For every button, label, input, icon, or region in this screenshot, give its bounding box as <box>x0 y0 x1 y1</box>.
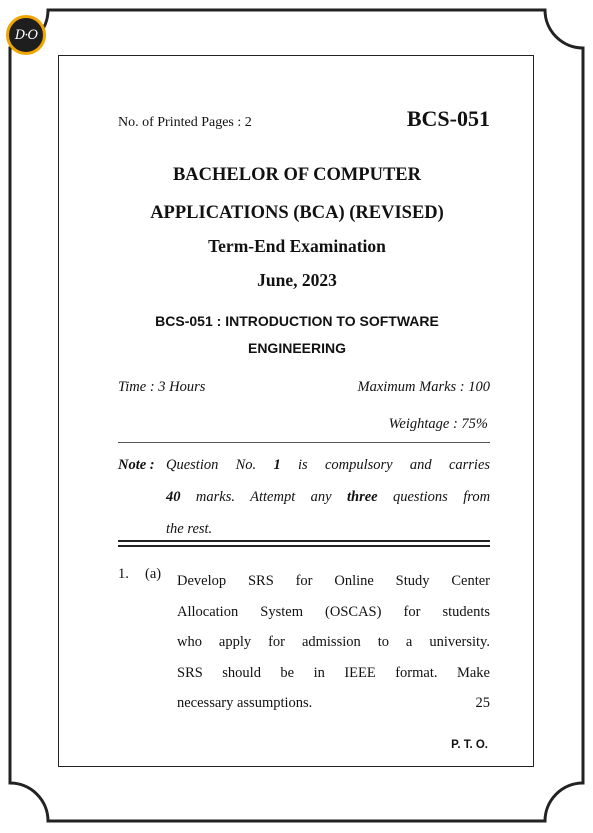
course-title <box>79 308 515 362</box>
question-line: Allocation System (OSCAS) for students <box>177 603 490 620</box>
header-row <box>118 106 490 132</box>
question-part: (a) <box>145 566 162 582</box>
divider-thin <box>118 442 490 443</box>
question-text <box>177 566 490 719</box>
maximum-marks: Maximum Marks : 100 <box>357 379 490 395</box>
question-line: necessary assumptions. <box>177 695 313 711</box>
divider-double <box>118 540 490 547</box>
question-line: who apply for admission to a university. <box>177 634 490 650</box>
logo-badge: D·O <box>6 15 46 55</box>
paper-code: BCS-051 <box>406 106 490 131</box>
course-title-line2: ENGINEERING <box>247 340 346 356</box>
programme-title-line2: APPLICATIONS (BCA) (REVISED) <box>150 203 444 223</box>
course-title-line1: BCS-051 : INTRODUCTION TO SOFTWARE <box>155 313 439 329</box>
note-line: 40 marks. Attempt any three questions from <box>166 489 491 505</box>
note-line: Question No. 1 is compulsory and carries <box>166 457 491 473</box>
exam-title: Term-End Examination <box>208 236 386 256</box>
time-allowed: Time : 3 Hours <box>118 379 206 395</box>
note-label: Note : <box>118 457 155 473</box>
weightage: Weightage : 75% <box>388 416 488 432</box>
time-marks-row <box>118 379 490 396</box>
programme-title <box>79 159 515 229</box>
programme-title-line1: BACHELOR OF COMPUTER <box>172 165 422 185</box>
question-marks: 25 <box>475 695 490 711</box>
question-line: SRS should be in IEEE format. Make <box>177 664 490 681</box>
question-last-line <box>177 688 490 719</box>
note-line: the rest. <box>166 521 213 537</box>
pto-label: P. T. O. <box>451 739 488 751</box>
question-paper <box>58 55 534 767</box>
question-number: 1. <box>118 566 129 582</box>
question-line: Develop SRS for Online Study Center <box>177 573 490 589</box>
printed-pages: No. of Printed Pages : 2 <box>118 115 252 130</box>
exam-date: June, 2023 <box>257 270 337 290</box>
note-text <box>166 449 490 545</box>
